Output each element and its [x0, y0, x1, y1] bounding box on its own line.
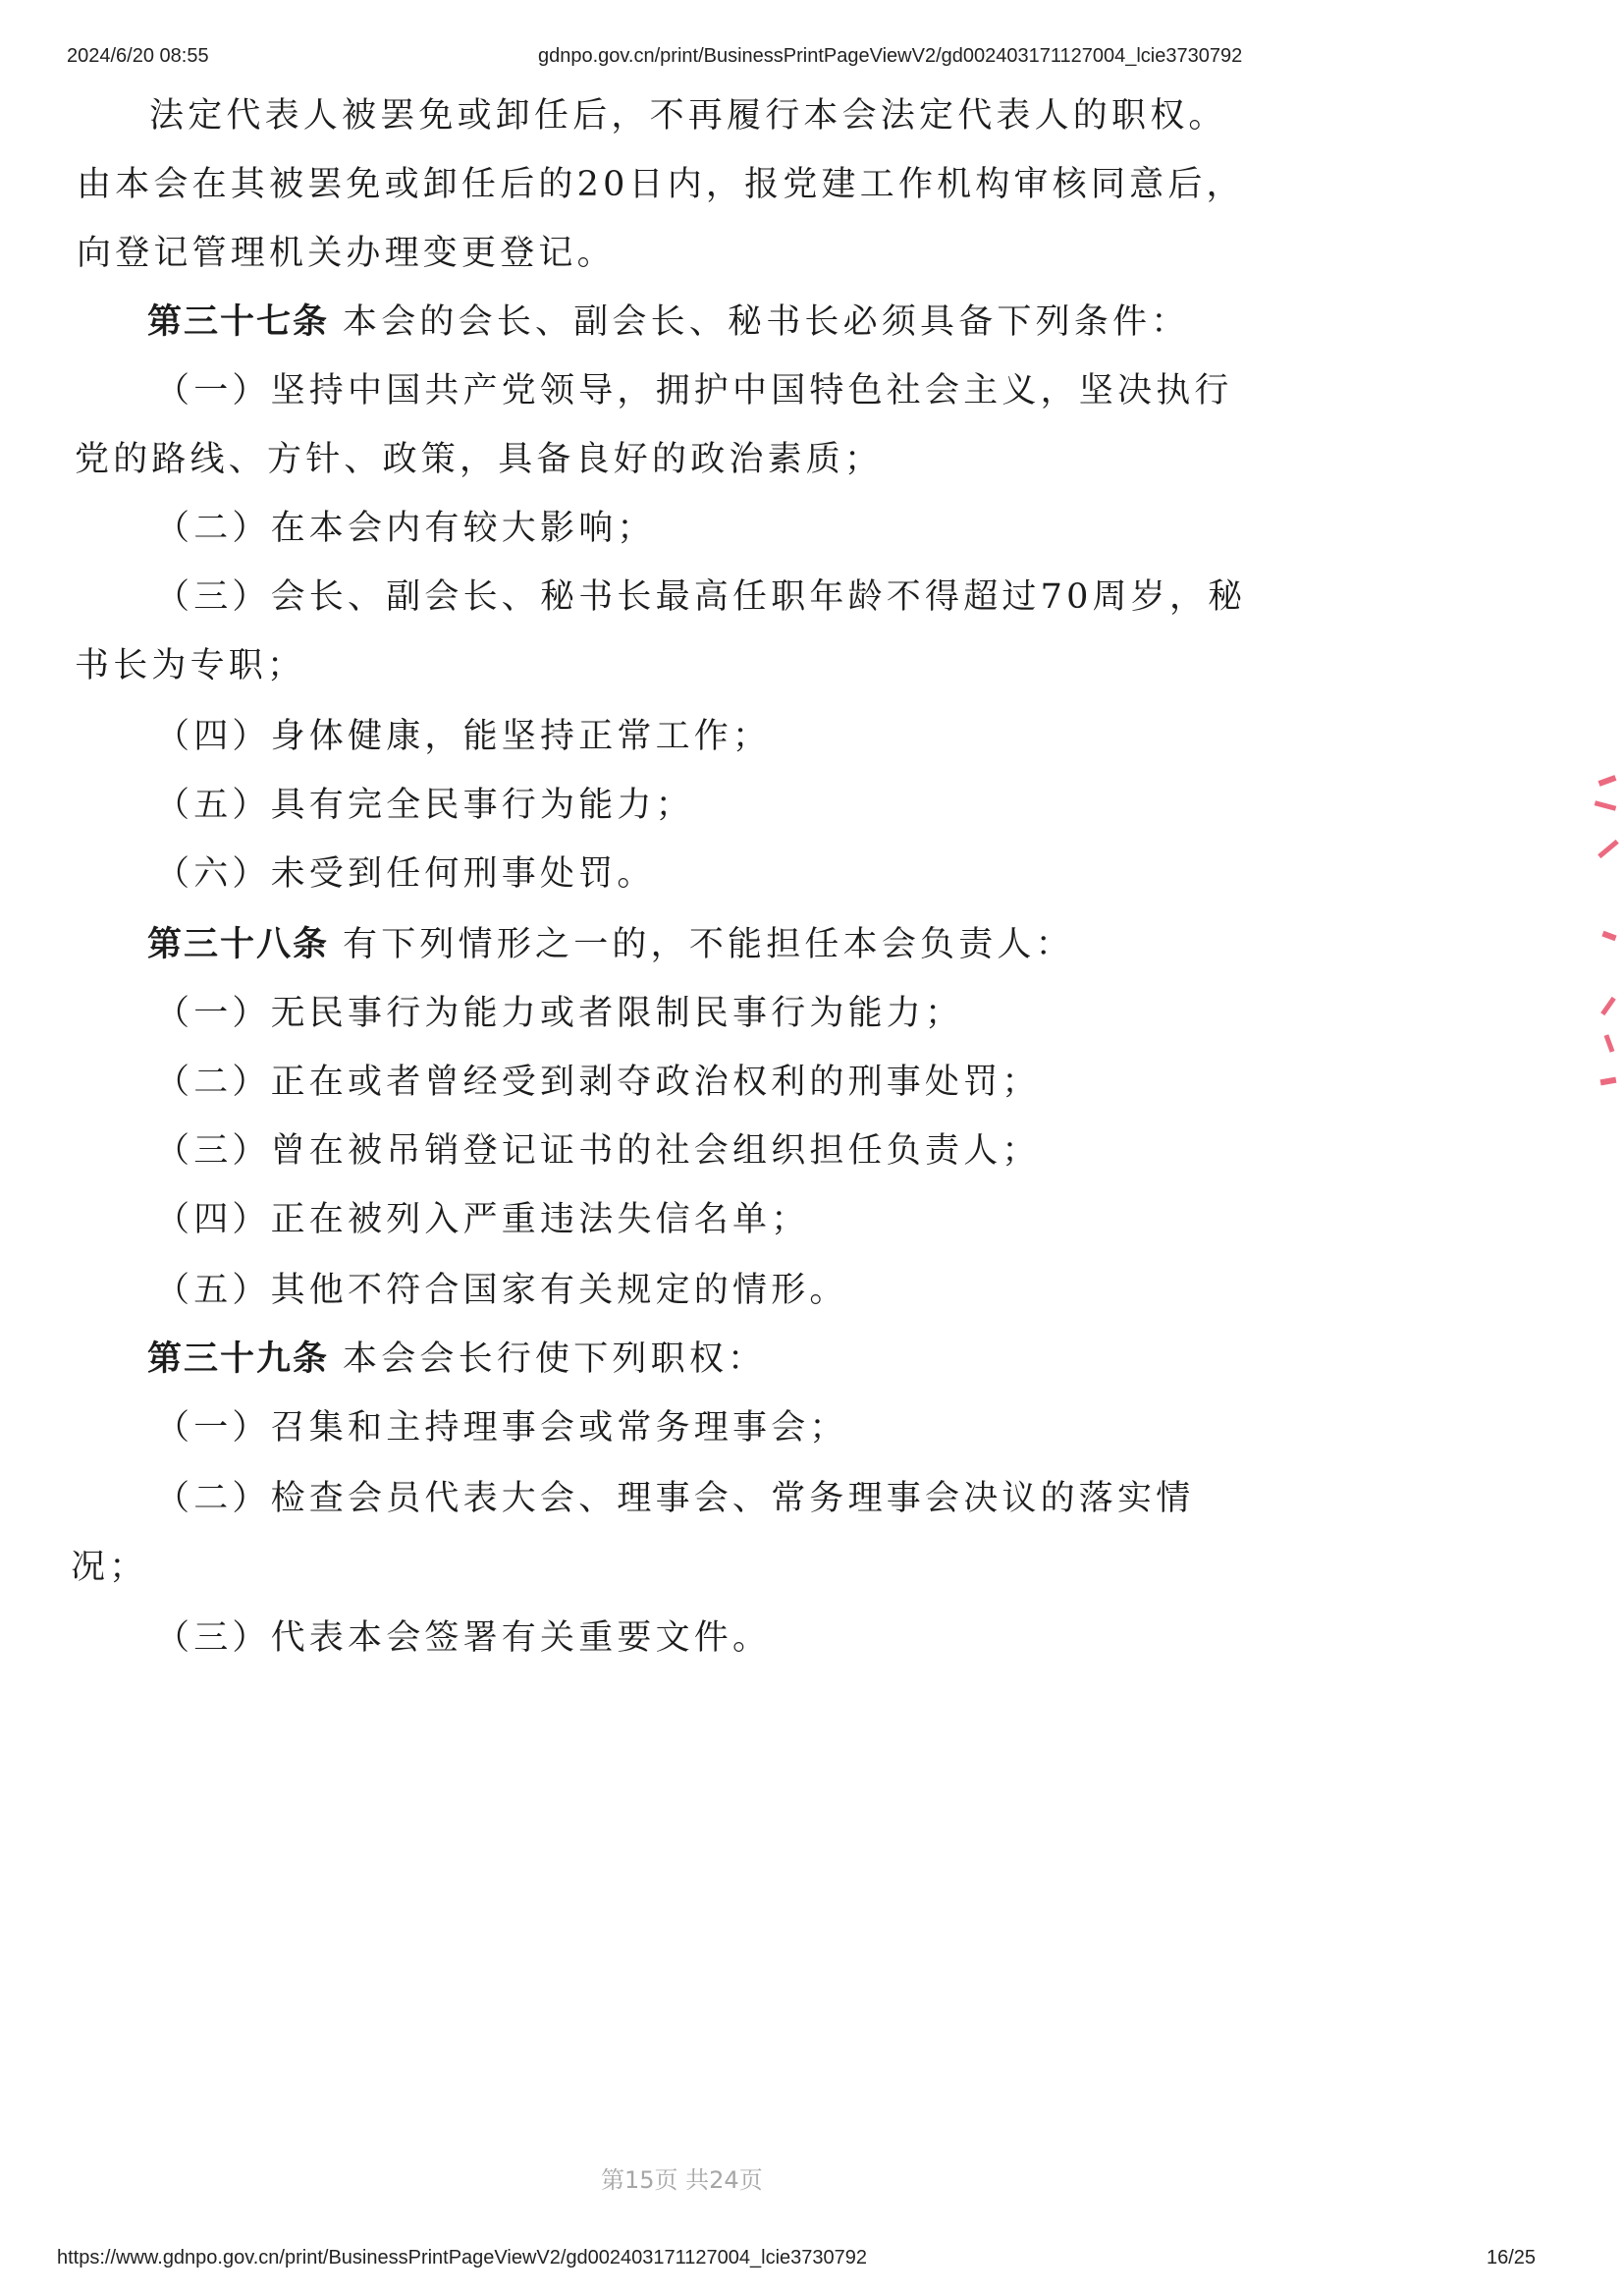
- text-line: （三）代表本会签署有关重要文件。: [155, 1618, 772, 1658]
- seal-fragment: [1600, 1077, 1617, 1086]
- text-line: （四）正在被列入严重违法失信名单；: [155, 1200, 810, 1239]
- text-line: （一）无民事行为能力或者限制民事行为能力；: [155, 994, 964, 1033]
- text-line: （六）未受到任何刑事处罚。: [155, 854, 656, 894]
- article-37-text: 本会的会长、副会长、秘书长必须具备下列条件：: [343, 302, 1190, 342]
- text-line: 法定代表人被罢免或卸任后，不再履行本会法定代表人的职权。: [149, 96, 1227, 136]
- seal-fragment: [1600, 997, 1616, 1015]
- text-line: 由本会在其被罢免或卸任后的20日内，报党建工作机构审核同意后，: [77, 165, 1245, 204]
- seal-fragment: [1597, 840, 1619, 858]
- text-line: （一）召集和主持理事会或常务理事会；: [155, 1408, 848, 1448]
- text-line: 书长为专职；: [75, 646, 306, 685]
- text-line: 向登记管理机关办理变更登记。: [77, 234, 616, 273]
- text-line: （二）在本会内有较大影响；: [155, 509, 656, 548]
- article-39-text: 本会会长行使下列职权：: [343, 1339, 767, 1379]
- text-line: 况；: [71, 1548, 148, 1587]
- text-line: （三）曾在被吊销登记证书的社会组织担任负责人；: [155, 1131, 1041, 1171]
- article-38-text: 有下列情形之一的，不能担任本会负责人：: [343, 925, 1074, 964]
- print-datetime: 2024/6/20 08:55: [67, 45, 209, 67]
- text-line: （四）身体健康，能坚持正常工作；: [155, 717, 772, 756]
- text-line: 党的路线、方针、政策，具备良好的政治素质；: [75, 440, 884, 479]
- seal-fragment: [1595, 800, 1617, 811]
- seal-fragment: [1601, 931, 1616, 941]
- article-39: [147, 1338, 766, 1381]
- print-url-footer: https://www.gdnpo.gov.cn/print/BusinessPrintPageViewV2/gd002403171127004_lcie3730792: [57, 2247, 868, 2269]
- seal-fragment: [1604, 1034, 1615, 1053]
- text-line: （五）其他不符合国家有关规定的情形。: [155, 1271, 848, 1310]
- print-page-number: 16/25: [1487, 2247, 1537, 2269]
- print-url-header: gdnpo.gov.cn/print/BusinessPrintPageViewV2/gd002403171127004_lcie3730792: [538, 45, 1243, 67]
- text-line: （二）正在或者曾经受到剥夺政治权利的刑事处罚；: [155, 1063, 1041, 1102]
- seal-fragment: [1598, 775, 1617, 787]
- text-line: （三）会长、副会长、秘书长最高任职年龄不得超过70周岁，秘: [155, 577, 1247, 617]
- page-counter: 第15页 共24页: [601, 2166, 763, 2194]
- text-line: （五）具有完全民事行为能力；: [155, 786, 694, 825]
- article-38: [147, 923, 1074, 966]
- article-38-title: 第三十八条: [147, 925, 330, 964]
- article-37-title: 第三十七条: [147, 302, 330, 342]
- article-39-title: 第三十九条: [147, 1339, 330, 1379]
- text-line: （二）检查会员代表大会、理事会、常务理事会决议的落实情: [155, 1479, 1195, 1518]
- text-line: （一）坚持中国共产党领导，拥护中国特色社会主义，坚决执行: [155, 371, 1233, 410]
- article-37: [147, 301, 1189, 344]
